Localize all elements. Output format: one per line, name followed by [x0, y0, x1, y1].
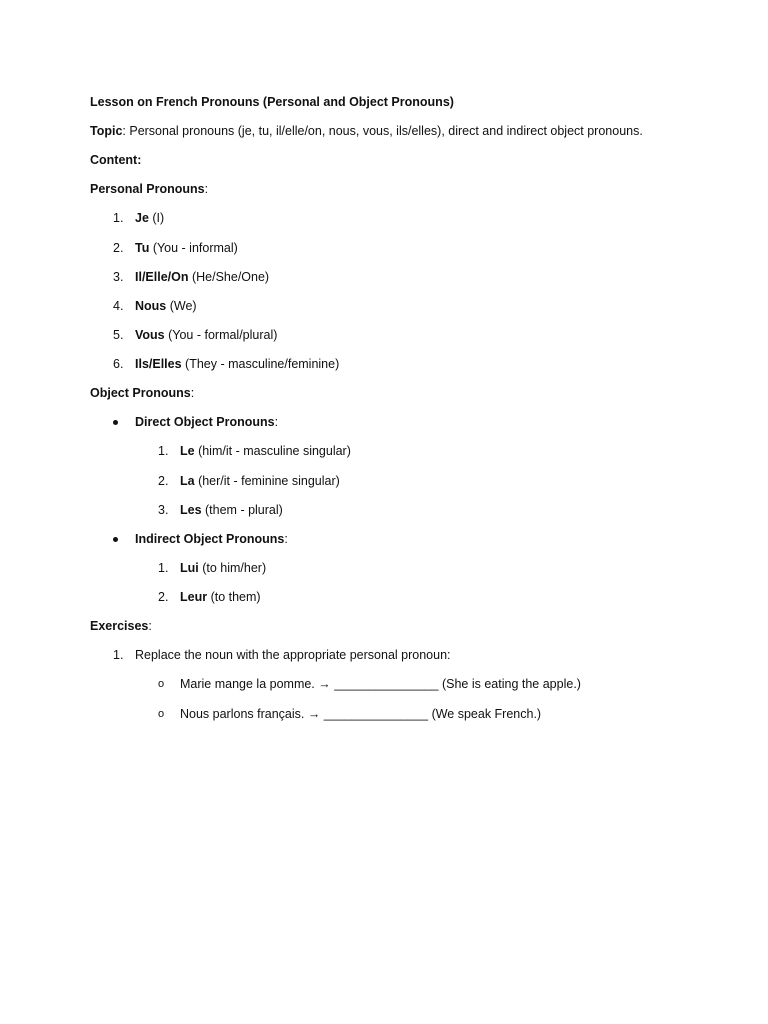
- topic-line: Topic: Personal pronouns (je, tu, il/elle/on, nous, vous, ils/elles), direct and indirect object pronouns.: [90, 124, 643, 138]
- list-number: 1.: [158, 444, 169, 458]
- list-number: 6.: [113, 357, 124, 371]
- document-title: Lesson on French Pronouns (Personal and Object Pronouns): [90, 95, 454, 109]
- list-item: Les (them - plural): [180, 503, 283, 517]
- list-item: Vous (You - formal/plural): [135, 328, 278, 342]
- list-item: Nous (We): [135, 299, 197, 313]
- list-item: Le (him/it - masculine singular): [180, 444, 351, 458]
- list-number: 1.: [113, 648, 124, 662]
- bullet-icon: [113, 537, 118, 542]
- content-label: Content:: [90, 153, 142, 167]
- list-number: 3.: [113, 270, 124, 284]
- list-number: 4.: [113, 299, 124, 313]
- sub-bullet-icon: o: [158, 708, 165, 720]
- list-number: 2.: [158, 474, 169, 488]
- list-number: 1.: [113, 211, 124, 225]
- list-number: 3.: [158, 503, 169, 517]
- exercise-item: Replace the noun with the appropriate personal pronoun:: [135, 648, 451, 662]
- exercise-sub-item: Nous parlons français. → _______________ (We speak French.): [180, 707, 542, 721]
- list-item: Leur (to them): [180, 590, 261, 604]
- personal-pronouns-heading: Personal Pronouns:: [90, 182, 209, 196]
- object-pronouns-heading: Object Pronouns:: [90, 386, 195, 400]
- list-item: La (her/it - feminine singular): [180, 474, 340, 488]
- exercises-heading: Exercises:: [90, 619, 152, 633]
- list-number: 1.: [158, 561, 169, 575]
- bullet-icon: [113, 420, 118, 425]
- list-item: Il/Elle/On (He/She/One): [135, 270, 270, 284]
- list-number: 2.: [113, 241, 124, 255]
- list-number: 5.: [113, 328, 124, 342]
- list-item: Tu (You - informal): [135, 241, 238, 255]
- direct-object-heading: Direct Object Pronouns:: [135, 415, 279, 429]
- list-item: Lui (to him/her): [180, 561, 267, 575]
- list-item: Ils/Elles (They - masculine/feminine): [135, 357, 340, 371]
- sub-bullet-icon: o: [158, 678, 165, 690]
- indirect-object-heading: Indirect Object Pronouns:: [135, 532, 288, 546]
- exercise-sub-item: Marie mange la pomme. → _______________ (She is eating the apple.): [180, 677, 581, 691]
- list-item: Je (I): [135, 211, 165, 225]
- list-number: 2.: [158, 590, 169, 604]
